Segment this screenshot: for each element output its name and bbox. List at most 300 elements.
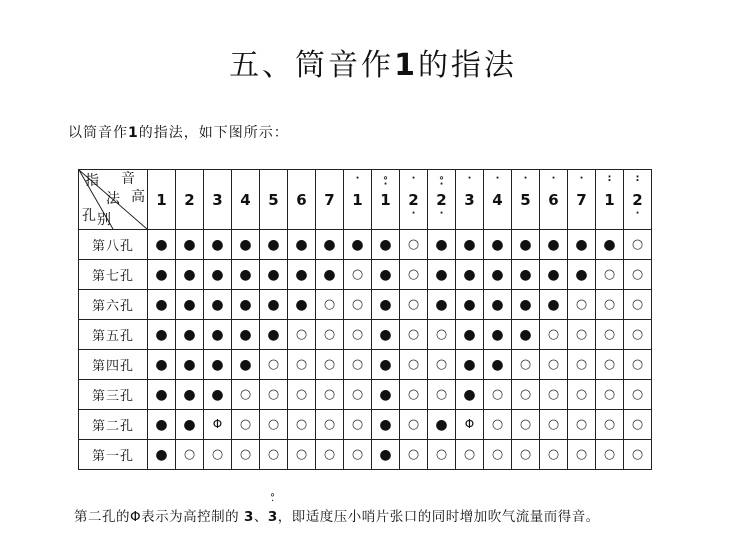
open-hole-icon: ○ xyxy=(435,327,448,342)
open-hole-icon: ○ xyxy=(295,357,308,372)
octave-dots-above: · xyxy=(523,172,528,184)
open-hole-icon: ○ xyxy=(491,447,504,462)
closed-cell xyxy=(288,290,316,320)
column-header xyxy=(204,170,232,230)
note-number: 1 xyxy=(380,190,391,209)
open-cell xyxy=(624,440,652,470)
note-number: 2 xyxy=(632,190,643,209)
open-cell xyxy=(568,290,596,320)
footer-part2: 表示为高控制的 xyxy=(141,509,240,525)
note-number: 1 xyxy=(604,190,615,209)
open-hole-icon: ○ xyxy=(239,447,252,462)
footer-note-3: 3 xyxy=(243,509,254,525)
open-hole-icon: ○ xyxy=(519,417,532,432)
corner-zhi: 指 xyxy=(85,173,99,189)
note-number: 2 xyxy=(408,190,419,209)
closed-cell xyxy=(372,410,400,440)
closed-hole-icon: ● xyxy=(267,296,280,313)
open-cell xyxy=(288,350,316,380)
open-cell xyxy=(204,440,232,470)
closed-hole-icon: ● xyxy=(155,446,168,463)
closed-cell xyxy=(428,290,456,320)
open-hole-icon: ○ xyxy=(407,447,420,462)
closed-hole-icon: ● xyxy=(379,386,392,403)
note-label xyxy=(540,172,567,209)
closed-hole-icon: ● xyxy=(183,266,196,283)
corner-yin: 音 xyxy=(121,171,135,187)
closed-cell xyxy=(372,440,400,470)
note-label xyxy=(204,192,231,208)
closed-cell xyxy=(372,230,400,260)
note-label xyxy=(344,172,371,209)
closed-cell xyxy=(316,260,344,290)
closed-hole-icon: ● xyxy=(519,326,532,343)
note-number: 4 xyxy=(240,190,251,209)
open-cell xyxy=(288,320,316,350)
dots-below: · xyxy=(411,207,416,219)
note-label xyxy=(484,172,511,209)
column-header xyxy=(260,170,288,230)
closed-hole-icon: ● xyxy=(463,386,476,403)
open-cell xyxy=(260,410,288,440)
closed-hole-icon: ● xyxy=(491,266,504,283)
intro-prefix: 以筒音作 xyxy=(68,125,128,141)
open-cell xyxy=(316,320,344,350)
open-hole-icon: ○ xyxy=(491,417,504,432)
open-cell xyxy=(624,350,652,380)
note-label xyxy=(568,172,595,209)
intro-suffix: 的指法，如下图所示： xyxy=(138,125,289,141)
octave-dots-above: : xyxy=(607,172,612,184)
closed-cell xyxy=(288,260,316,290)
column-header xyxy=(624,170,652,230)
open-hole-icon: ○ xyxy=(547,327,560,342)
closed-hole-icon: ● xyxy=(155,356,168,373)
open-cell xyxy=(540,380,568,410)
closed-hole-icon: ● xyxy=(379,326,392,343)
corner-fa: 法 xyxy=(106,191,120,207)
closed-hole-icon: ● xyxy=(155,266,168,283)
open-cell xyxy=(568,380,596,410)
open-hole-icon: ○ xyxy=(267,387,280,402)
open-cell xyxy=(344,440,372,470)
open-cell xyxy=(512,380,540,410)
closed-cell xyxy=(512,290,540,320)
note-label xyxy=(624,172,651,219)
corner-gao: 高 xyxy=(131,189,145,205)
closed-cell xyxy=(176,350,204,380)
open-hole-icon: ○ xyxy=(603,297,616,312)
open-hole-icon: ○ xyxy=(519,357,532,372)
closed-hole-icon: ● xyxy=(239,356,252,373)
open-hole-icon: ○ xyxy=(435,447,448,462)
note-label xyxy=(428,172,455,219)
note-label xyxy=(288,192,315,208)
open-cell xyxy=(316,440,344,470)
closed-cell xyxy=(540,230,568,260)
title-number: 1 xyxy=(394,48,418,83)
open-hole-icon: ○ xyxy=(323,447,336,462)
column-header xyxy=(400,170,428,230)
closed-cell xyxy=(512,260,540,290)
open-cell xyxy=(316,350,344,380)
row-label: 第三孔 xyxy=(79,380,148,410)
note-number: 4 xyxy=(492,190,503,209)
open-hole-icon: ○ xyxy=(267,447,280,462)
column-header xyxy=(568,170,596,230)
open-hole-icon: ○ xyxy=(239,387,252,402)
closed-hole-icon: ● xyxy=(379,296,392,313)
closed-hole-icon: ● xyxy=(463,356,476,373)
open-cell xyxy=(540,440,568,470)
octave-dots-above: · xyxy=(579,172,584,184)
open-hole-icon: ○ xyxy=(407,357,420,372)
note-number: 6 xyxy=(296,190,307,209)
closed-cell xyxy=(288,230,316,260)
note-number: 1 xyxy=(156,190,167,209)
closed-hole-icon: ● xyxy=(351,236,364,253)
octave-dots-above: · xyxy=(355,172,360,184)
open-cell xyxy=(344,380,372,410)
open-cell xyxy=(624,260,652,290)
closed-cell xyxy=(372,260,400,290)
open-cell xyxy=(316,290,344,320)
row-label: 第五孔 xyxy=(79,320,148,350)
column-header xyxy=(176,170,204,230)
closed-hole-icon: ● xyxy=(267,326,280,343)
column-header xyxy=(316,170,344,230)
closed-hole-icon: ● xyxy=(379,356,392,373)
open-hole-icon: ○ xyxy=(547,417,560,432)
closed-hole-icon: ● xyxy=(519,266,532,283)
closed-hole-icon: ● xyxy=(491,326,504,343)
header-row xyxy=(79,170,652,230)
closed-cell xyxy=(372,350,400,380)
column-header xyxy=(148,170,176,230)
closed-hole-icon: ● xyxy=(211,386,224,403)
closed-hole-icon: ● xyxy=(379,266,392,283)
open-cell xyxy=(400,290,428,320)
closed-cell xyxy=(372,380,400,410)
column-header xyxy=(512,170,540,230)
closed-hole-icon: ● xyxy=(575,236,588,253)
open-hole-icon: ○ xyxy=(575,417,588,432)
octave-dots-above: · xyxy=(551,172,556,184)
closed-hole-icon: ● xyxy=(435,266,448,283)
closed-hole-icon: ● xyxy=(239,266,252,283)
closed-hole-icon: ● xyxy=(183,416,196,433)
note-number: 5 xyxy=(520,190,531,209)
note-number: 3 xyxy=(212,190,223,209)
fingering-table xyxy=(78,169,652,470)
open-hole-icon: ○ xyxy=(547,387,560,402)
open-hole-icon: ○ xyxy=(323,357,336,372)
closed-hole-icon: ● xyxy=(155,236,168,253)
open-hole-icon: ○ xyxy=(575,297,588,312)
closed-cell xyxy=(484,230,512,260)
note-label xyxy=(232,192,259,208)
closed-cell xyxy=(428,260,456,290)
closed-cell xyxy=(204,260,232,290)
footer-part3: ，即适度压小哨片张口的同时增加吹气流量而得音。 xyxy=(277,509,600,525)
open-cell xyxy=(400,350,428,380)
open-hole-icon: ○ xyxy=(323,417,336,432)
open-hole-icon: ○ xyxy=(295,417,308,432)
open-cell xyxy=(624,320,652,350)
closed-hole-icon: ● xyxy=(295,266,308,283)
table-row xyxy=(79,260,652,290)
closed-hole-icon: ● xyxy=(155,416,168,433)
note-label xyxy=(148,192,175,208)
closed-hole-icon: ● xyxy=(379,236,392,253)
note-label xyxy=(400,172,427,219)
open-hole-icon: ○ xyxy=(407,387,420,402)
closed-cell xyxy=(148,230,176,260)
open-cell xyxy=(596,290,624,320)
row-label: 第七孔 xyxy=(79,260,148,290)
closed-hole-icon: ● xyxy=(295,236,308,253)
note-number: 2 xyxy=(436,190,447,209)
closed-hole-icon: ● xyxy=(155,296,168,313)
closed-cell xyxy=(148,260,176,290)
open-hole-icon: ○ xyxy=(603,417,616,432)
closed-cell xyxy=(372,320,400,350)
closed-hole-icon: ● xyxy=(435,296,448,313)
octave-dots-above: · xyxy=(411,172,416,184)
octave-dots-above: · xyxy=(467,172,472,184)
open-cell xyxy=(624,230,652,260)
note-label xyxy=(176,192,203,208)
row-label: 第一孔 xyxy=(79,440,148,470)
footer-note-3-high-digit: 3 xyxy=(267,509,278,525)
closed-cell xyxy=(260,290,288,320)
closed-hole-icon: ● xyxy=(491,236,504,253)
open-hole-icon: ○ xyxy=(183,447,196,462)
closed-hole-icon: ● xyxy=(491,356,504,373)
half-hole-icon: Φ xyxy=(464,417,475,431)
note-label xyxy=(316,192,343,208)
closed-hole-icon: ● xyxy=(239,236,252,253)
closed-cell xyxy=(148,380,176,410)
note-number: 6 xyxy=(548,190,559,209)
closed-hole-icon: ● xyxy=(463,296,476,313)
open-hole-icon: ○ xyxy=(351,357,364,372)
closed-hole-icon: ● xyxy=(295,296,308,313)
open-cell xyxy=(260,440,288,470)
open-hole-icon: ○ xyxy=(519,447,532,462)
closed-cell xyxy=(204,380,232,410)
open-cell xyxy=(596,320,624,350)
column-header xyxy=(344,170,372,230)
octave-dots-above: ∘ · xyxy=(382,172,389,190)
table-row xyxy=(79,440,652,470)
open-hole-icon: ○ xyxy=(351,267,364,282)
open-cell xyxy=(344,410,372,440)
closed-hole-icon: ● xyxy=(547,296,560,313)
open-cell xyxy=(288,380,316,410)
half-cell xyxy=(204,410,232,440)
open-cell xyxy=(400,260,428,290)
octave-dots-above: ∘ · xyxy=(438,172,445,190)
open-hole-icon: ○ xyxy=(351,327,364,342)
open-hole-icon: ○ xyxy=(239,417,252,432)
closed-hole-icon: ● xyxy=(183,296,196,313)
closed-cell xyxy=(568,260,596,290)
closed-cell xyxy=(372,290,400,320)
closed-hole-icon: ● xyxy=(547,266,560,283)
open-cell xyxy=(540,410,568,440)
closed-hole-icon: ● xyxy=(211,266,224,283)
closed-hole-icon: ● xyxy=(183,326,196,343)
open-hole-icon: ○ xyxy=(267,417,280,432)
open-hole-icon: ○ xyxy=(351,387,364,402)
closed-hole-icon: ● xyxy=(435,236,448,253)
closed-cell xyxy=(456,320,484,350)
open-cell xyxy=(176,440,204,470)
column-header xyxy=(428,170,456,230)
open-hole-icon: ○ xyxy=(295,387,308,402)
open-cell xyxy=(484,380,512,410)
closed-cell xyxy=(428,410,456,440)
closed-hole-icon: ● xyxy=(183,356,196,373)
open-hole-icon: ○ xyxy=(295,327,308,342)
closed-hole-icon: ● xyxy=(183,386,196,403)
footer-note-3-ring: ∘ · xyxy=(269,490,277,507)
open-hole-icon: ○ xyxy=(407,237,420,252)
open-hole-icon: ○ xyxy=(491,387,504,402)
half-hole-icon: Φ xyxy=(212,417,223,431)
closed-hole-icon: ● xyxy=(323,266,336,283)
open-cell xyxy=(596,440,624,470)
open-cell xyxy=(344,260,372,290)
dots-below: · xyxy=(439,207,444,219)
open-hole-icon: ○ xyxy=(351,447,364,462)
open-hole-icon: ○ xyxy=(575,387,588,402)
open-hole-icon: ○ xyxy=(603,447,616,462)
open-hole-icon: ○ xyxy=(603,357,616,372)
open-hole-icon: ○ xyxy=(603,327,616,342)
column-header xyxy=(484,170,512,230)
open-cell xyxy=(400,440,428,470)
closed-hole-icon: ● xyxy=(155,386,168,403)
closed-cell xyxy=(176,410,204,440)
open-cell xyxy=(596,260,624,290)
open-cell xyxy=(316,380,344,410)
closed-cell xyxy=(456,380,484,410)
closed-cell xyxy=(512,230,540,260)
table-row xyxy=(79,410,652,440)
column-header xyxy=(372,170,400,230)
closed-cell xyxy=(232,350,260,380)
closed-hole-icon: ● xyxy=(267,266,280,283)
column-header xyxy=(232,170,260,230)
column-header xyxy=(540,170,568,230)
intro-number: 1 xyxy=(128,125,139,141)
footer-sep: 、 xyxy=(253,509,268,525)
open-cell xyxy=(596,350,624,380)
open-cell xyxy=(428,350,456,380)
open-hole-icon: ○ xyxy=(267,357,280,372)
open-cell xyxy=(260,380,288,410)
open-hole-icon: ○ xyxy=(603,267,616,282)
octave-dots-above: · xyxy=(495,172,500,184)
open-hole-icon: ○ xyxy=(547,447,560,462)
octave-dots-above: : xyxy=(635,172,640,184)
note-number: 1 xyxy=(352,190,363,209)
row-label: 第八孔 xyxy=(79,230,148,260)
closed-hole-icon: ● xyxy=(155,326,168,343)
open-cell xyxy=(288,410,316,440)
open-cell xyxy=(428,440,456,470)
open-hole-icon: ○ xyxy=(407,297,420,312)
closed-hole-icon: ● xyxy=(183,236,196,253)
open-hole-icon: ○ xyxy=(575,357,588,372)
title-suffix: 的指法 xyxy=(417,48,517,83)
closed-cell xyxy=(456,290,484,320)
closed-hole-icon: ● xyxy=(463,266,476,283)
closed-cell xyxy=(512,320,540,350)
open-cell xyxy=(456,440,484,470)
open-cell xyxy=(344,320,372,350)
note-label xyxy=(512,172,539,209)
open-hole-icon: ○ xyxy=(631,447,644,462)
closed-cell xyxy=(176,260,204,290)
open-hole-icon: ○ xyxy=(603,387,616,402)
open-cell xyxy=(540,350,568,380)
closed-hole-icon: ● xyxy=(435,416,448,433)
open-cell xyxy=(400,230,428,260)
closed-hole-icon: ● xyxy=(547,236,560,253)
note-label xyxy=(372,172,399,209)
note-number: 3 xyxy=(464,190,475,209)
note-label xyxy=(456,172,483,209)
title-prefix: 五、筒音作 xyxy=(229,48,395,83)
note-label xyxy=(596,172,623,209)
closed-hole-icon: ● xyxy=(491,296,504,313)
open-hole-icon: ○ xyxy=(519,387,532,402)
closed-hole-icon: ● xyxy=(211,356,224,373)
closed-cell xyxy=(484,320,512,350)
note-number: 7 xyxy=(324,190,335,209)
open-hole-icon: ○ xyxy=(631,297,644,312)
open-hole-icon: ○ xyxy=(631,237,644,252)
closed-cell xyxy=(260,320,288,350)
closed-hole-icon: ● xyxy=(519,236,532,253)
closed-cell xyxy=(204,350,232,380)
open-hole-icon: ○ xyxy=(631,357,644,372)
open-cell xyxy=(344,350,372,380)
open-hole-icon: ○ xyxy=(407,327,420,342)
closed-hole-icon: ● xyxy=(463,236,476,253)
open-hole-icon: ○ xyxy=(631,267,644,282)
closed-hole-icon: ● xyxy=(379,446,392,463)
open-cell xyxy=(260,350,288,380)
open-cell xyxy=(568,350,596,380)
corner-header xyxy=(79,170,148,230)
note-number: 2 xyxy=(184,190,195,209)
closed-cell xyxy=(176,230,204,260)
open-cell xyxy=(624,380,652,410)
closed-cell xyxy=(456,350,484,380)
closed-cell xyxy=(456,260,484,290)
column-header xyxy=(596,170,624,230)
open-cell xyxy=(428,320,456,350)
closed-cell xyxy=(540,260,568,290)
closed-hole-icon: ● xyxy=(239,296,252,313)
open-cell xyxy=(568,410,596,440)
closed-cell xyxy=(232,290,260,320)
open-cell xyxy=(596,380,624,410)
